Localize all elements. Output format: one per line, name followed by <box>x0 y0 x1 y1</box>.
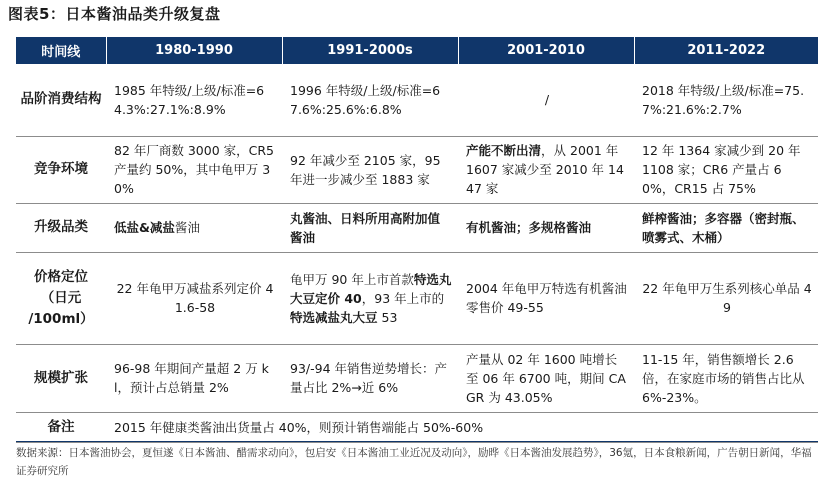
cell-competition-3: 产能不断出清，从 2001 年 1607 家减少至 2010 年 1447 家 <box>458 136 634 203</box>
header-period-1: 1980-1990 <box>106 37 282 64</box>
bold-text: 低盐&减盐 <box>114 220 175 235</box>
row-label-competition: 竞争环境 <box>16 136 106 203</box>
cell-scale-4: 11-15 年，销售额增长 2.6 倍，在家庭市场的销售占比从 6%-23%。 <box>634 344 818 412</box>
cell-structure-3: / <box>458 64 634 136</box>
row-label-price: 价格定位 （日元 /100ml） <box>16 252 106 344</box>
cell-structure-4: 2018 年特级/上级/标准=75.7%:21.6%:2.7% <box>634 64 818 136</box>
row-label-scale: 规模扩张 <box>16 344 106 412</box>
table-row <box>16 252 818 344</box>
cell-category-1: 低盐&减盐酱油 <box>106 203 282 252</box>
cell-category-4: 鲜榨酱油；多容器（密封瓶、喷雾式、木桶） <box>634 203 818 252</box>
cell-price-2: 龟甲万 90 年上市首款特选丸大豆定价 40，93 年上市的特选减盐丸大豆 53 <box>282 252 458 344</box>
figure-title: 图表5：日本酱油品类升级复盘 <box>8 5 221 23</box>
header-period-3: 2001-2010 <box>458 37 634 64</box>
cell-structure-2: 1996 年特级/上级/标准=67.6%:25.6%:6.8% <box>282 64 458 136</box>
cell-price-4: 22 年龟甲万生系列核心单品 49 <box>634 252 818 344</box>
cell-category-3: 有机酱油；多规格酱油 <box>458 203 634 252</box>
header-timeline: 时间线 <box>16 37 106 64</box>
table-row <box>16 412 818 442</box>
cell-scale-2: 93/-94 年销售逆势增长：产量占比 2%→近 6% <box>282 344 458 412</box>
bold-text: 产能不断出清 <box>466 143 542 158</box>
row-label-category: 升级品类 <box>16 203 106 252</box>
cell-competition-1: 82 年厂商数 3000 家，CR5 产量约 50%，其中龟甲万 30% <box>106 136 282 203</box>
row-label-structure: 品阶消费结构 <box>16 64 106 136</box>
header-period-2: 1991-2000s <box>282 37 458 64</box>
cell-scale-1: 96-98 年期间产量超 2 万 kl，预计占总销量 2% <box>106 344 282 412</box>
table-row <box>16 203 818 252</box>
cell-structure-1: 1985 年特级/上级/标准=64.3%:27.1%:8.9% <box>106 64 282 136</box>
table-header-row <box>16 37 818 64</box>
cell-scale-3: 产量从 02 年 1600 吨增长至 06 年 6700 吨，期间 CAGR 为 43.05% <box>458 344 634 412</box>
header-period-4: 2011-2022 <box>634 37 818 64</box>
row-label-remark: 备注 <box>16 412 106 442</box>
cell-remark: 2015 年健康类酱油出货量占 40%，则预计销售端能占 50%-60% <box>106 412 818 442</box>
history-table <box>16 37 818 443</box>
cell-price-1: 22 年龟甲万减盐系列定价 41.6-58 <box>106 252 282 344</box>
table-row <box>16 64 818 136</box>
cell-competition-4: 12 年 1364 家减少到 20 年 1108 家；CR6 产量占 60%，CR15 占 75% <box>634 136 818 203</box>
source-note: 数据来源：日本酱油协会，夏恒遂《日本酱油、醋需求动向》，包启安《日本酱油工业近况及动向》，励晔《日本酱油发展趋势》，36氪，日本食粮新闻，广告朝日新闻，华福证券研究所 <box>16 441 818 480</box>
cell-price-3: 2004 年龟甲万特选有机酱油零售价 49-55 <box>458 252 634 344</box>
table-row <box>16 344 818 412</box>
cell-category-2: 丸酱油、日料所用高附加值酱油 <box>282 203 458 252</box>
cell-competition-2: 92 年减少至 2105 家，95 年进一步减少至 1883 家 <box>282 136 458 203</box>
table-row <box>16 136 818 203</box>
